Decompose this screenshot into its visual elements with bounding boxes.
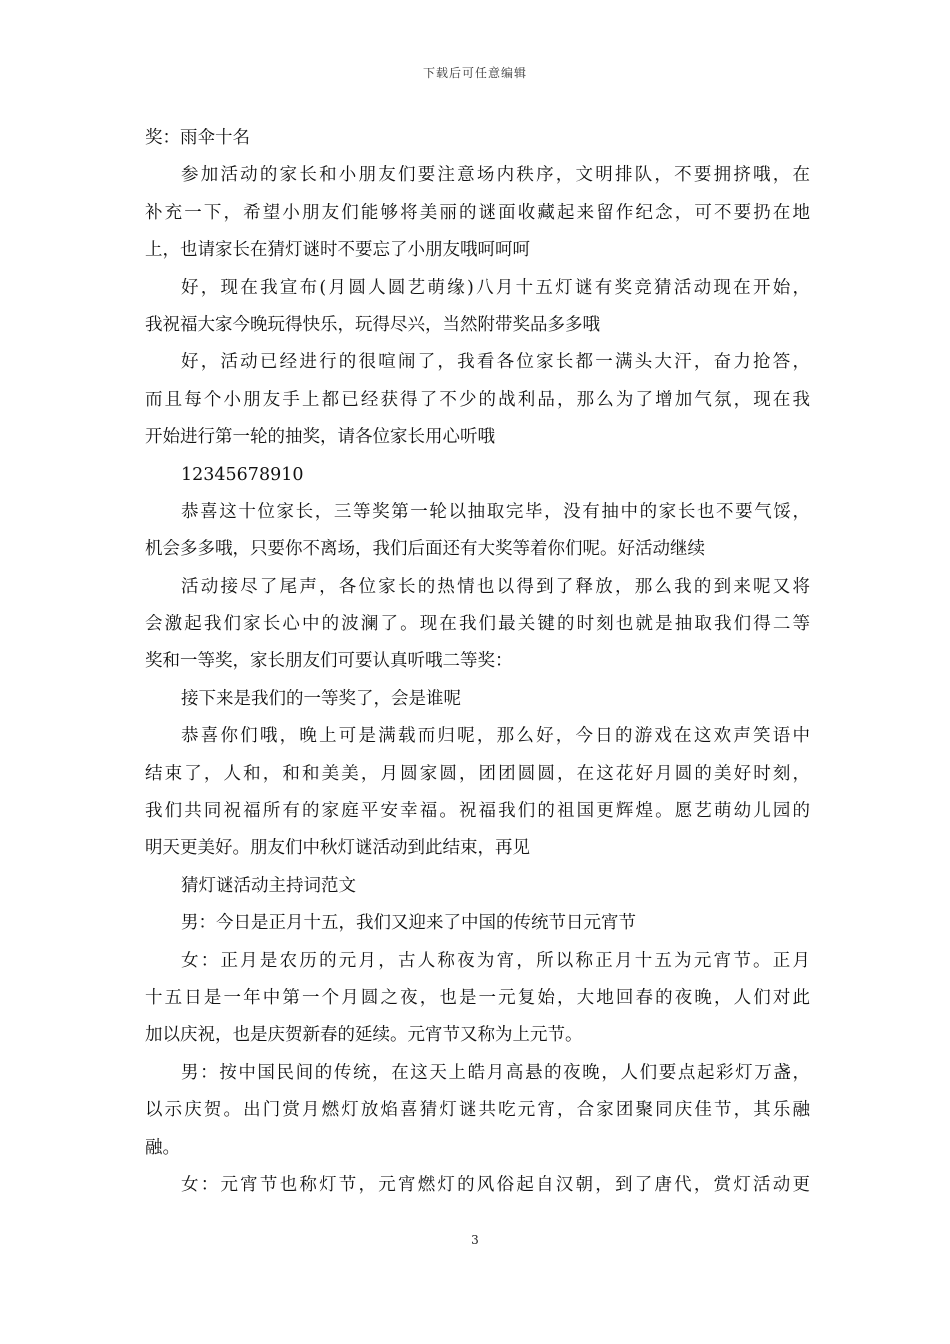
text-line: 参加活动的家长和小朋友们要注意场内秩序，文明排队，不要拥挤哦，在: [181, 165, 810, 186]
text-line: 融。: [145, 1137, 180, 1158]
text-line: 好，现在我宣布(月圆人圆艺萌缘)八月十五灯谜有奖竞猜活动现在开始，: [181, 277, 810, 298]
page-header: 下载后可任意编辑: [422, 66, 527, 80]
text-line: 明天更美好。朋友们中秋灯谜活动到此结束，再见: [145, 838, 530, 859]
text-line: 我们共同祝福所有的家庭平安幸福。祝福我们的祖国更辉煌。愿艺萌幼儿园的: [145, 801, 810, 822]
text-line: 加以庆祝，也是庆贺新春的延续。元宵节又称为上元节。: [145, 1025, 583, 1046]
text-line: 机会多多哦，只要你不离场，我们后面还有大奖等着你们呢。好活动继续: [145, 539, 705, 560]
section-title: 猜灯谜活动主持词范文: [181, 875, 356, 896]
text-line: 接下来是我们的一等奖了，会是谁呢: [181, 688, 461, 709]
page-number: 3: [471, 1233, 479, 1247]
text-line: 以示庆贺。出门赏月燃灯放焰喜猜灯谜共吃元宵，合家团聚同庆佳节，其乐融: [145, 1100, 810, 1121]
text-line: 恭喜你们哦，晚上可是满载而归呢，那么好，今日的游戏在这欢声笑语中: [181, 726, 810, 747]
text-line: 12345678910: [181, 464, 304, 485]
text-line: 会激起我们家长心中的波澜了。现在我们最关键的时刻也就是抽取我们得二等: [145, 614, 810, 635]
text-line: 女：正月是农历的元月，古人称夜为宵，所以称正月十五为元宵节。正月: [181, 950, 810, 971]
text-line: 开始进行第一轮的抽奖，请各位家长用心听哦: [145, 427, 495, 448]
text-line: 好，活动已经进行的很喧闹了，我看各位家长都一满头大汗，奋力抢答，: [181, 352, 810, 373]
text-line: 奖和一等奖，家长朋友们可要认真听哦二等奖：: [145, 651, 513, 672]
text-line: 恭喜这十位家长，三等奖第一轮以抽取完毕，没有抽中的家长也不要气馁，: [181, 501, 810, 522]
text-line: 女：元宵节也称灯节，元宵燃灯的风俗起自汉朝，到了唐代，赏灯活动更: [181, 1174, 810, 1195]
text-line: 男：今日是正月十五，我们又迎来了中国的传统节日元宵节: [181, 913, 636, 934]
text-line: 而且每个小朋友手上都已经获得了不少的战利品，那么为了增加气氛，现在我: [145, 389, 810, 410]
document-body: [145, 120, 810, 1204]
text-line: 活动接尽了尾声，各位家长的热情也以得到了释放，那么我的到来呢又将: [181, 576, 810, 597]
text-line: 男：按中国民间的传统，在这天上皓月高悬的夜晚，人们要点起彩灯万盏，: [181, 1062, 810, 1083]
text-line: 上，也请家长在猜灯谜时不要忘了小朋友哦呵呵呵: [145, 240, 530, 261]
text-line: 十五日是一年中第一个月圆之夜，也是一元复始，大地回春的夜晚，人们对此: [145, 987, 810, 1008]
text-line: 我祝福大家今晚玩得快乐，玩得尽兴，当然附带奖品多多哦: [145, 314, 600, 335]
text-line: 奖：雨伞十名: [145, 128, 250, 148]
text-line: 结束了，人和，和和美美，月圆家圆，团团圆圆，在这花好月圆的美好时刻，: [145, 763, 810, 784]
text-line: 补充一下，希望小朋友们能够将美丽的谜面收藏起来留作纪念，可不要扔在地: [145, 202, 810, 223]
